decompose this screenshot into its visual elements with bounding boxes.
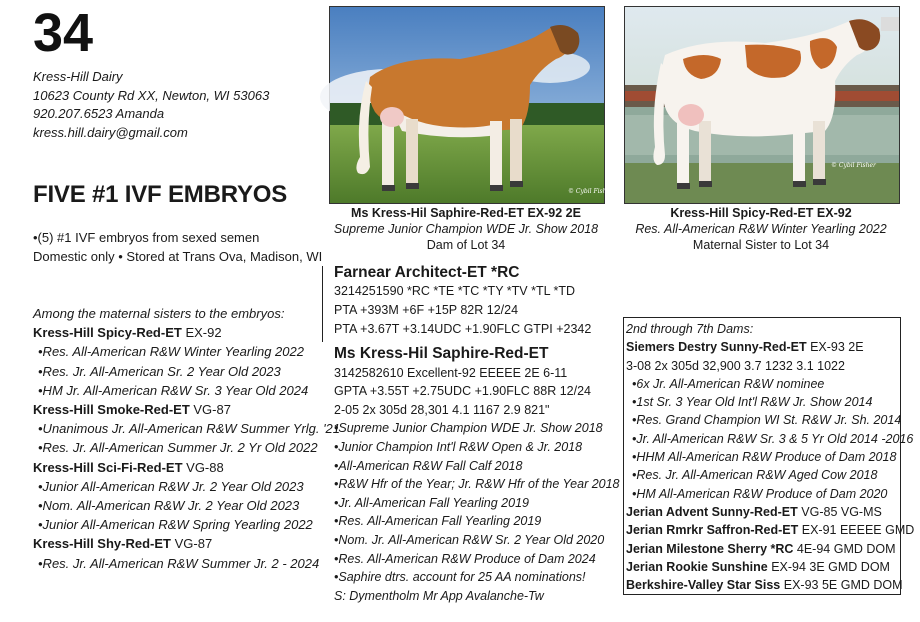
sister-photo-caption <box>605 205 917 253</box>
second-dam-record: 3-08 2x 305d 32,900 3.7 1232 3.1 1022 <box>626 358 845 373</box>
second-dam-award: •6x Jr. All-American R&W nominee <box>632 376 825 391</box>
ancestor-dam <box>626 521 914 539</box>
ancestor-score: EX-94 3E GMD DOM <box>767 559 890 574</box>
offering-detail-line: •(5) #1 IVF embryos from sexed semen <box>33 230 260 245</box>
dams-box-title: 2nd through 7th Dams: <box>626 322 754 336</box>
ancestor-score: 4E-94 GMD DOM <box>793 541 896 556</box>
ancestor-name: Berkshire-Valley Star Siss <box>626 578 781 593</box>
sister-award: •Junior All-American R&W Spring Yearling 2022 <box>38 517 313 533</box>
dam-section <box>334 345 620 605</box>
sister-award: •Res. Jr. All-American R&W Summer Jr. 2 - 2024 <box>38 555 320 571</box>
contact-block <box>33 68 269 142</box>
caption-award: Supreme Junior Champion WDE Jr. Show 2018 <box>333 222 599 236</box>
sire-name: Farnear Architect-ET *RC <box>334 264 520 281</box>
dam-photo <box>329 6 613 204</box>
photo-watermark: © Cybil Fisher <box>831 162 876 169</box>
ancestor-name: Jerian Rmrkr Saffron-Red-ET <box>626 523 799 538</box>
ancestor-dam <box>626 558 914 576</box>
farm-phone: 920.207.6523 Amanda <box>33 106 165 121</box>
sire-info-line: PTA +393M +6F +15P 82R 12/24 <box>334 303 519 317</box>
dam-award: •Supreme Junior Champion WDE Jr. Show 2018 <box>334 421 603 436</box>
second-dam-award: •Res. Jr. All-American R&W Aged Cow 2018 <box>632 468 878 483</box>
dam-award: •Nom. Jr. All-American R&W Sr. 2 Year Old 2020 <box>334 532 605 547</box>
dam-info-line: GPTA +3.55T +2.75UDC +1.90FLC 88R 12/24 <box>334 384 591 399</box>
offering-headline: FIVE #1 IVF EMBRYOS <box>33 181 288 208</box>
sister-award: •Junior All-American R&W Jr. 2 Year Old 2023 <box>38 478 304 494</box>
offering-details <box>33 228 322 266</box>
dam-award: •Junior Champion Int'l R&W Open & Jr. 2018 <box>334 439 583 454</box>
ancestor-score: VG-85 VG-MS <box>797 504 882 519</box>
ancestor-score: EX-91 EEEEE GMD <box>798 523 915 538</box>
caption-relation: Maternal Sister to Lot 34 <box>692 238 830 252</box>
dam-info-line: 2-05 2x 305d 28,301 4.1 1167 2.9 821" <box>334 402 550 417</box>
sister-name <box>33 458 340 477</box>
caption-relation: Dam of Lot 34 <box>426 238 506 252</box>
sister-name-text: Kress-Hill Spicy-Red-ET <box>33 325 182 341</box>
second-dam-score: EX-93 2E <box>806 340 864 355</box>
dams-box <box>626 320 914 594</box>
second-dam-award: •Res. Grand Champion WI St. R&W Jr. Sh. 2014 <box>632 413 902 428</box>
sister-award: •Unanimous Jr. All-American R&W Summer Yrlg. '21 <box>38 421 341 437</box>
sister-name <box>33 534 340 553</box>
sire-info-line: PTA +3.67T +3.14UDC +1.90FLC GTPI +2342 <box>334 322 592 336</box>
offering-detail-line: Domestic only • Stored at Trans Ova, Madison, WI <box>33 249 323 264</box>
caption-title: Ms Kress-Hil Saphire-Red-ET EX-92 2E <box>351 206 581 220</box>
farm-address: 10623 County Rd XX, Newton, WI 53063 <box>33 87 270 103</box>
sister-name <box>33 323 340 342</box>
ancestor-name: Jerian Rookie Sunshine <box>626 559 768 574</box>
dam-award: •Res. All-American R&W Produce of Dam 2024 <box>334 551 596 566</box>
sister-award: •Res. Jr. All-American Sr. 2 Year Old 2023 <box>38 363 281 379</box>
sire-info-line: 3214251590 *RC *TE *TC *TY *TV *TL *TD <box>334 284 576 298</box>
second-dam-award: •1st Sr. 3 Year Old Int'l R&W Jr. Show 2014 <box>632 395 873 410</box>
farm-name: Kress-Hill Dairy <box>33 69 123 84</box>
ancestor-name: Jerian Advent Sunny-Red-ET <box>626 504 798 519</box>
sister-score: VG-87 <box>189 402 231 418</box>
ancestor-dam <box>626 540 914 558</box>
ancestor-dam <box>626 576 914 594</box>
caption-award: Res. All-American R&W Winter Yearling 2022 <box>635 222 887 236</box>
ancestor-score: EX-93 5E GMD DOM <box>780 578 903 593</box>
sister-award: •Res. All-American R&W Winter Yearling 2022 <box>38 344 304 360</box>
ancestor-name: Jerian Milestone Sherry *RC <box>626 541 794 556</box>
dam-photo-image <box>330 7 613 203</box>
photo-watermark: © Cybil Fisher <box>568 188 613 195</box>
sister-score: VG-88 <box>182 459 224 475</box>
sister-award: •Nom. All-American R&W Jr. 2 Year Old 2023 <box>38 498 300 514</box>
second-dam-name-text: Siemers Destry Sunny-Red-ET <box>626 340 807 355</box>
sister-name-text: Kress-Hill Shy-Red-ET <box>33 536 171 552</box>
dam-award: •All-American R&W Fall Calf 2018 <box>334 458 523 473</box>
caption-title: Kress-Hill Spicy-Red-ET EX-92 <box>670 206 852 220</box>
dam-photo-caption <box>310 205 622 253</box>
sister-photo <box>624 6 900 204</box>
sister-award: •HM Jr. All-American R&W Sr. 3 Year Old 2024 <box>38 382 309 398</box>
second-dam-award: •HM All-American R&W Produce of Dam 2020 <box>632 486 888 501</box>
dam-award: •R&W Hfr of the Year; Jr. R&W Hfr of the Year 2018 <box>334 477 620 492</box>
sister-name <box>33 400 340 419</box>
sire-divider-line <box>322 266 323 342</box>
dam-award: •Res. All-American Fall Yearling 2019 <box>334 514 542 529</box>
sister-score: VG-87 <box>170 536 213 552</box>
farm-email: kress.hill.dairy@gmail.com <box>33 124 188 140</box>
dam-info-line: 3142582610 Excellent-92 EEEEE 2E 6-11 <box>334 365 568 380</box>
dam-sire-line: S: Dymentholm Mr App Avalanche-Tw <box>334 588 544 603</box>
sister-name-text: Kress-Hill Smoke-Red-ET <box>33 402 190 418</box>
dam-award: •Saphire dtrs. account for 25 AA nominations! <box>334 570 586 585</box>
second-dam-name <box>626 338 914 356</box>
second-dam-award: •Jr. All-American R&W Sr. 3 & 5 Yr Old 2014 -2016 <box>632 431 914 446</box>
sister-score: EX-92 <box>181 325 222 341</box>
sisters-intro: Among the maternal sisters to the embryos: <box>33 306 285 321</box>
ancestor-dam <box>626 503 914 521</box>
dam-award: •Jr. All-American Fall Yearling 2019 <box>334 495 529 510</box>
sire-section <box>334 263 591 339</box>
sister-name-text: Kress-Hill Sci-Fi-Red-ET <box>33 459 183 475</box>
second-dam-award: •HHM All-American R&W Produce of Dam 2018 <box>632 450 897 465</box>
dam-name: Ms Kress-Hil Saphire-Red-ET <box>334 345 549 362</box>
lot-number: 34 <box>33 3 94 63</box>
sister-photo-image <box>625 7 899 203</box>
sister-award: •Res. Jr. All-American Summer Jr. 2 Yr Old 2022 <box>38 440 318 456</box>
maternal-sisters <box>33 304 340 573</box>
